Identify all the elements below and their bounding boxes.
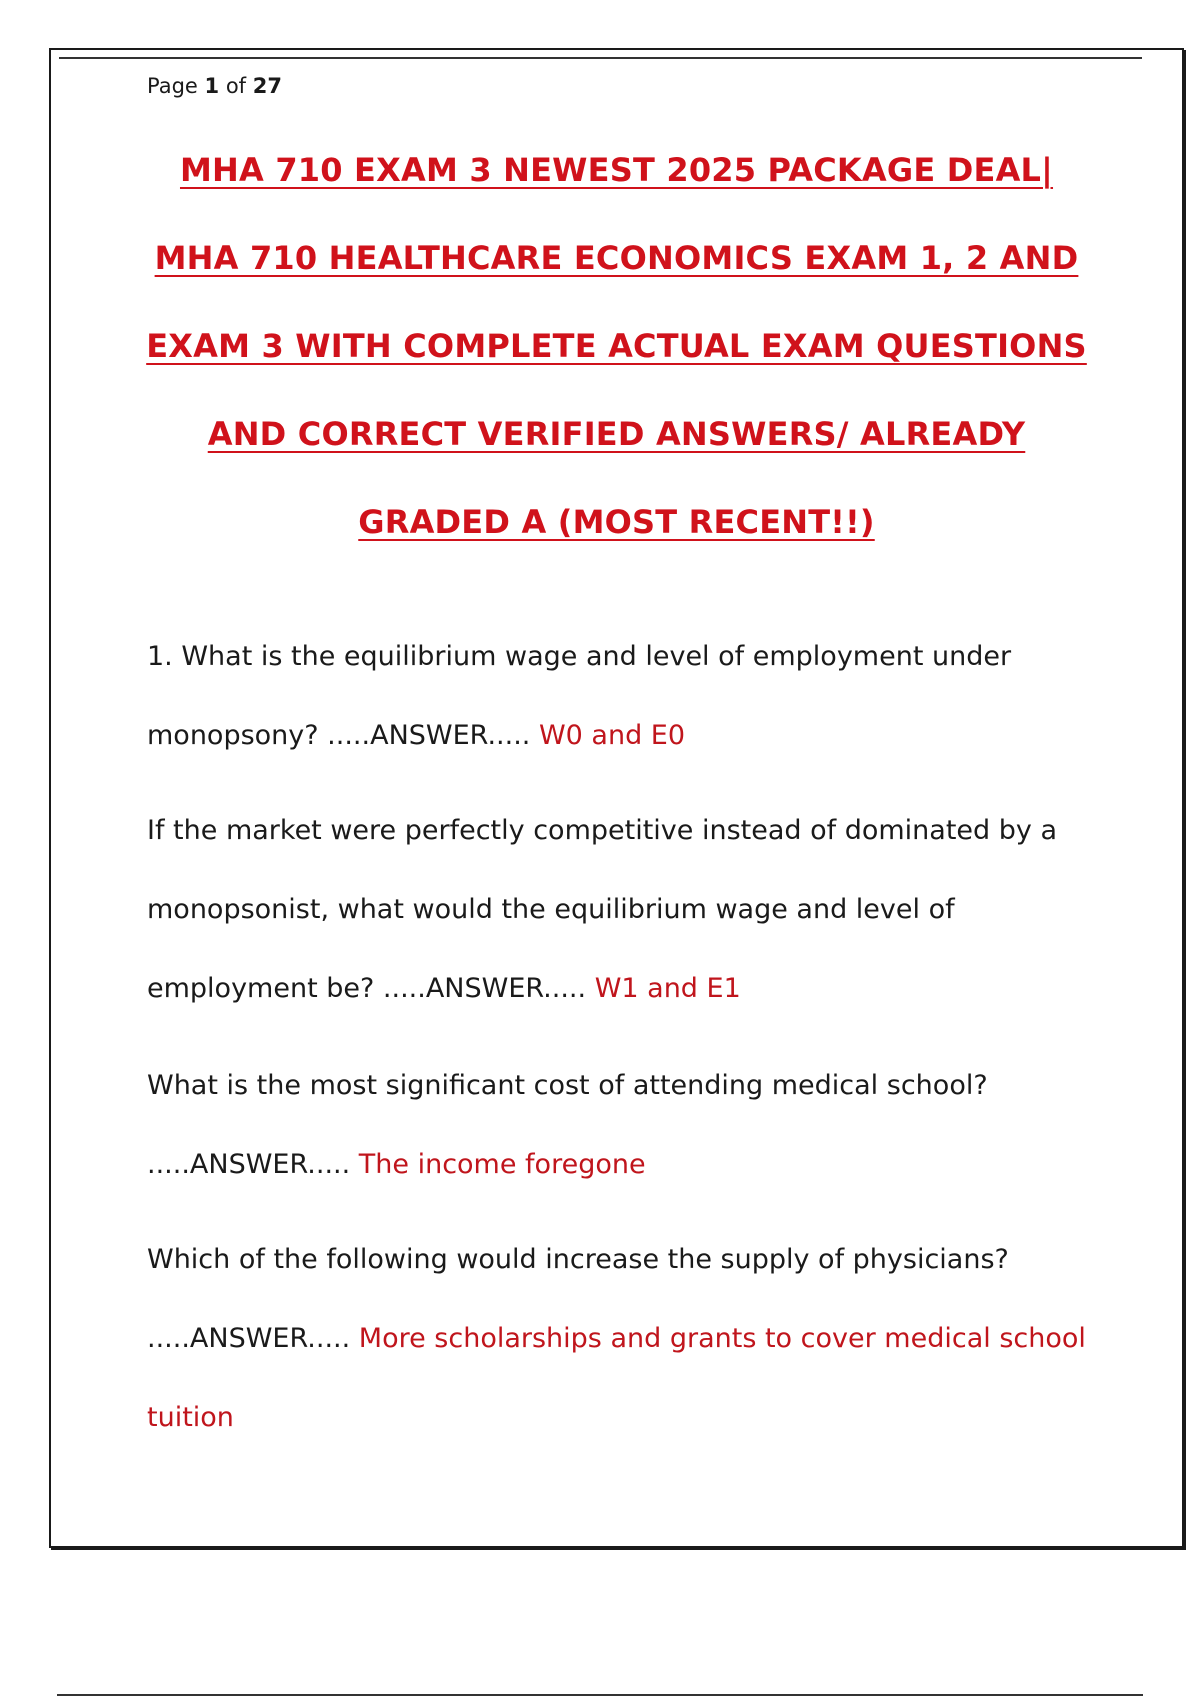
question-text: If the market were perfectly competitive instead of dominated by a monopsonist, what would the equilibrium wage and level of employment be? .....ANSWER.....	[147, 815, 1057, 1004]
title-line	[91, 234, 1142, 322]
page-current: 1	[204, 74, 220, 98]
title-line-text: MHA 710 HEALTHCARE ECONOMICS EXAM 1, 2 AND	[154, 239, 1079, 277]
page-of-label: of	[219, 74, 253, 98]
answer-text: W0 and E0	[538, 720, 686, 751]
title-line-text: EXAM 3 WITH COMPLETE ACTUAL EXAM QUESTIONS	[146, 327, 1087, 365]
document-title	[91, 146, 1142, 586]
question-text: What is the most significant cost of attending medical school? .....ANSWER.....	[147, 1070, 988, 1180]
document-page	[49, 48, 1184, 1548]
answer-text: The income foregone	[358, 1149, 646, 1180]
page-label: Page	[147, 74, 205, 98]
qa-item-4	[147, 1220, 1127, 1457]
title-line-text: GRADED A (MOST RECENT!!)	[358, 503, 875, 541]
header-rule	[59, 57, 1142, 59]
title-line	[91, 322, 1142, 410]
qa-item-1	[147, 617, 1127, 775]
answer-text: W1 and E1	[594, 973, 741, 1004]
answer-text: More scholarships and grants to cover medical school tuition	[147, 1323, 1086, 1433]
title-line	[91, 410, 1142, 498]
next-page-rule	[57, 1694, 1143, 1696]
page-total: 27	[252, 74, 282, 98]
qa-item-2	[147, 791, 1127, 1028]
qa-item-3	[147, 1046, 1127, 1204]
title-line-text: AND CORRECT VERIFIED ANSWERS/ ALREADY	[207, 415, 1026, 453]
question-text: Which of the following would increase the supply of physicians? .....ANSWER.....	[147, 1244, 1009, 1354]
title-line	[91, 498, 1142, 586]
title-line-text: MHA 710 EXAM 3 NEWEST 2025 PACKAGE DEAL|	[179, 151, 1054, 189]
title-line	[91, 146, 1142, 234]
question-text: 1. What is the equilibrium wage and level of employment under monopsony? .....ANSWER.....	[147, 641, 1012, 751]
page-number	[147, 74, 282, 98]
